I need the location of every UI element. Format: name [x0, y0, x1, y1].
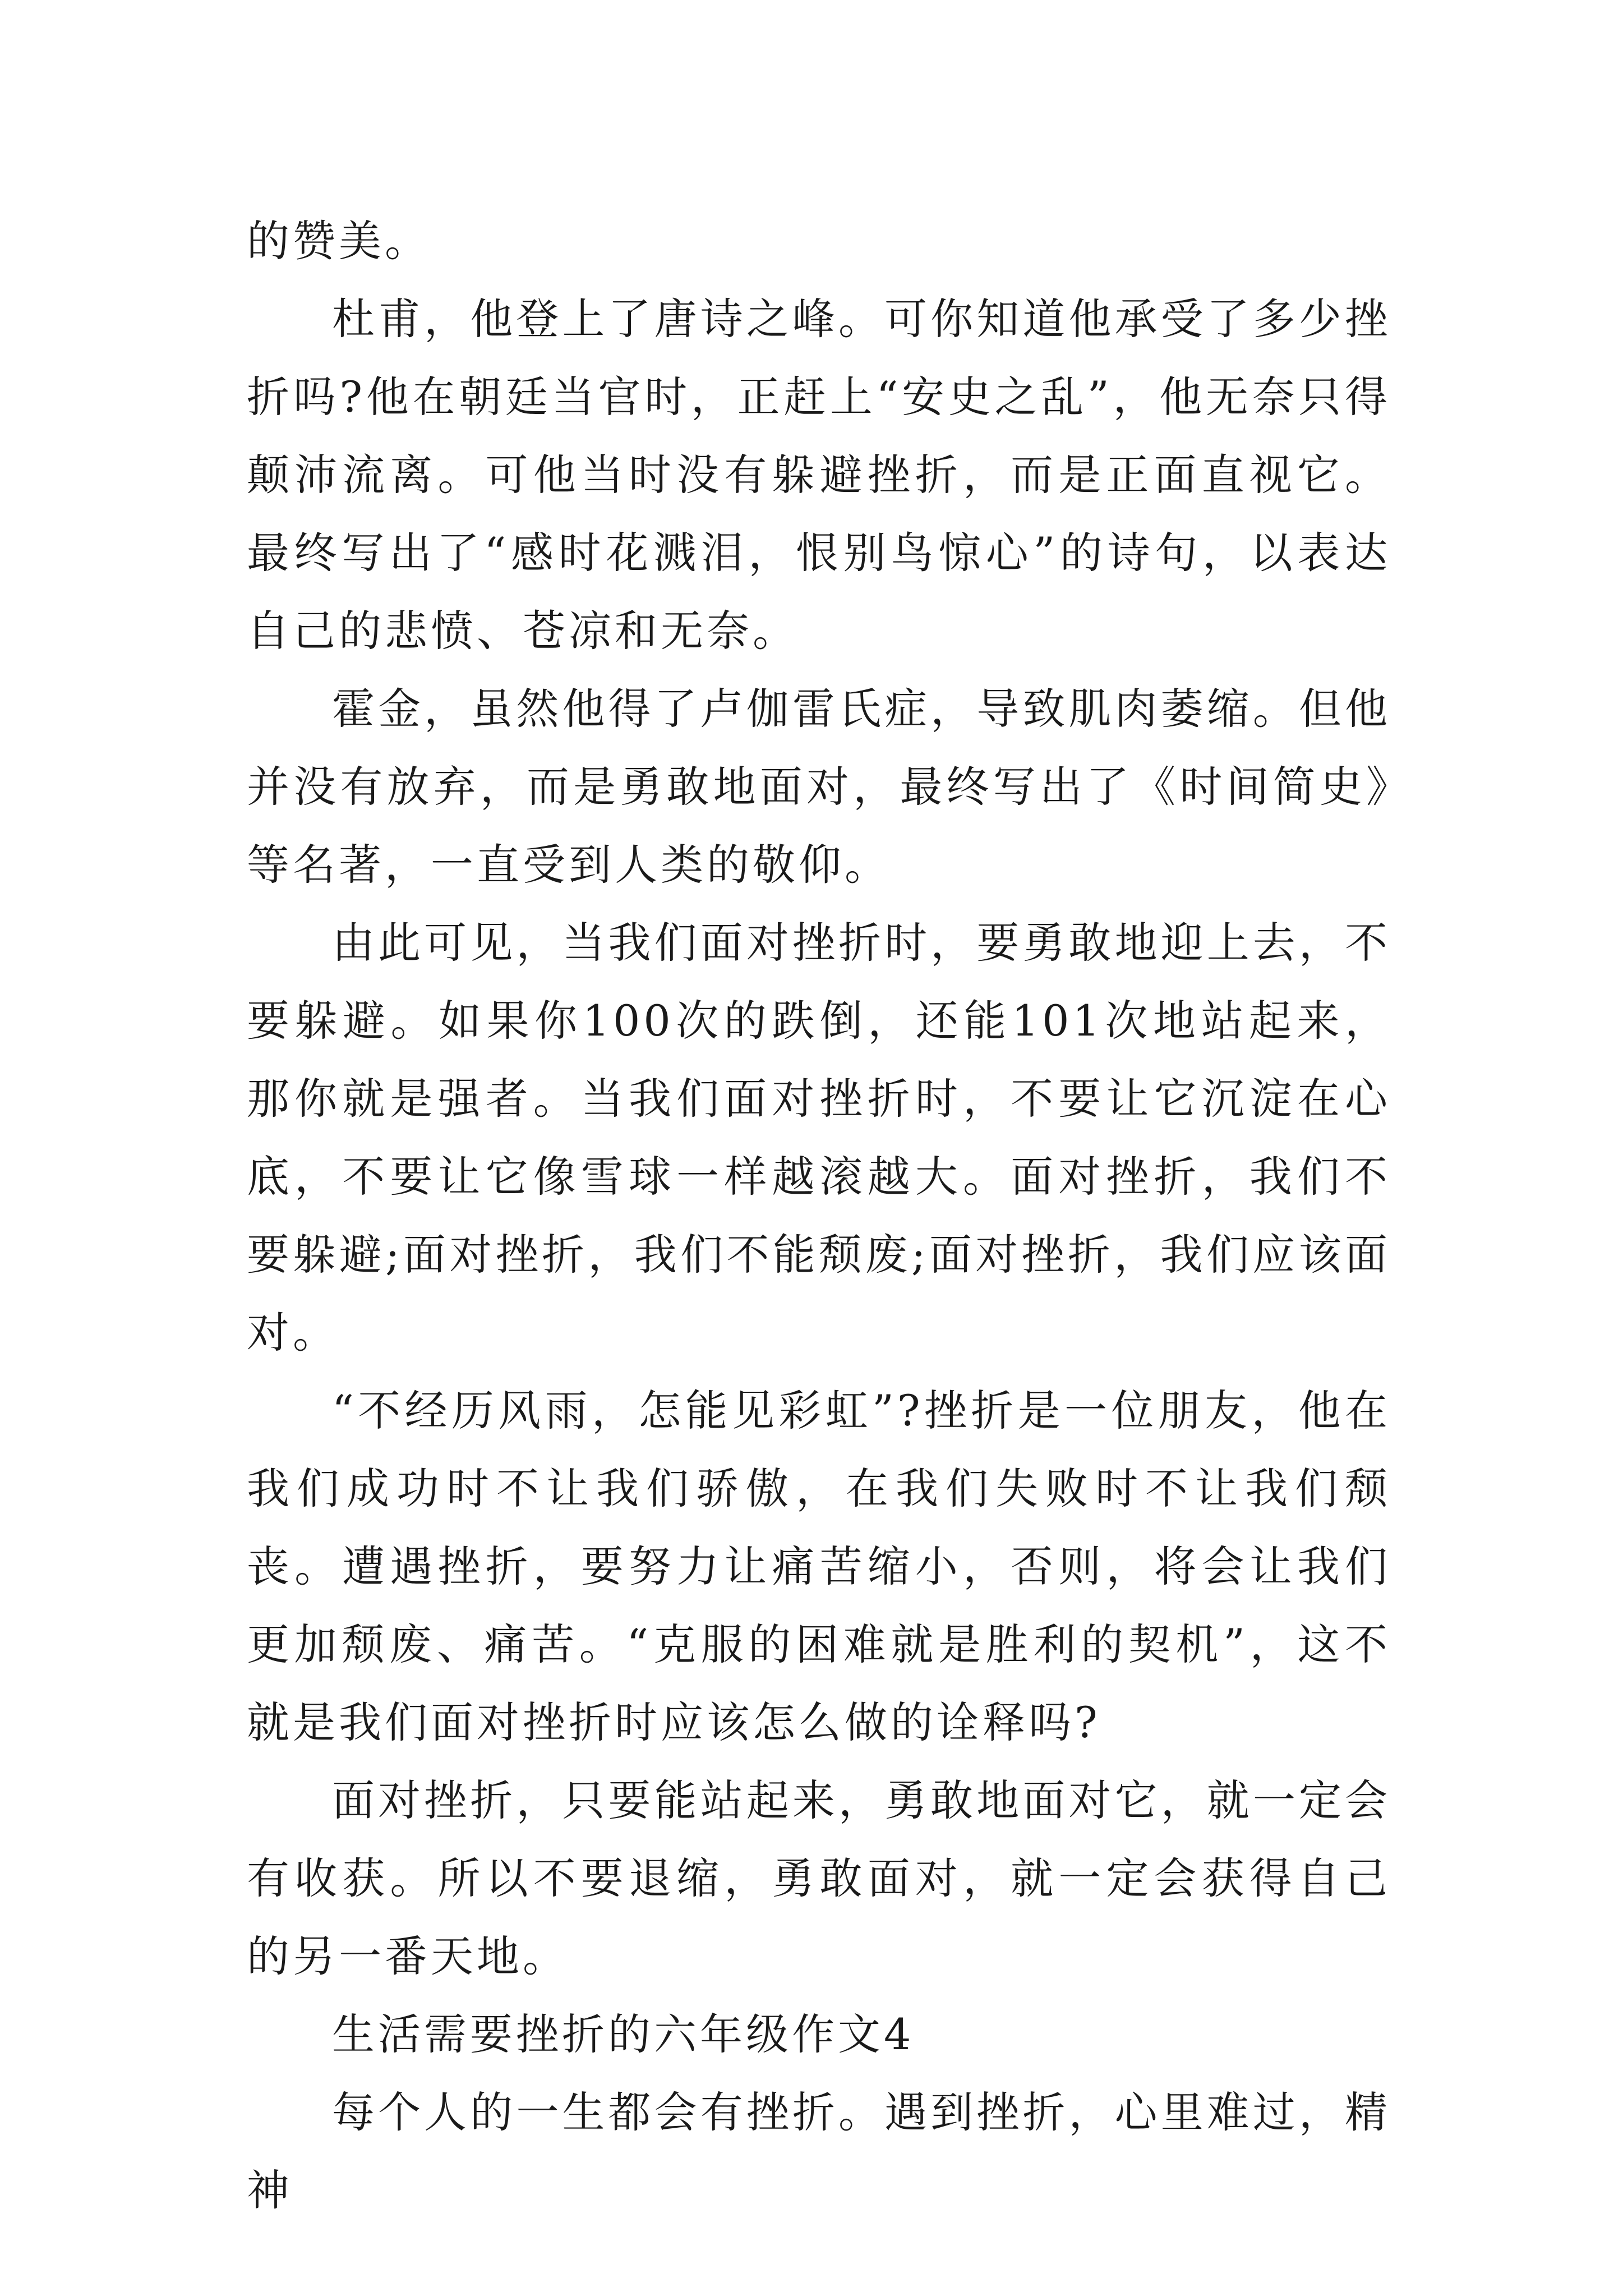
paragraph-essay-start: 每个人的一生都会有挫折。遇到挫折，心里难过，精神 [247, 2087, 1391, 2215]
paragraph-continuation: 的赞美。 [247, 216, 431, 266]
paragraph-hawking: 霍金，虽然他得了卢伽雷氏症，导致肌肉萎缩。但他并没有放弃，而是勇敢地面对，最终写出了《时间简史》等名著，一直受到人类的敬仰。 [247, 684, 1391, 890]
paragraph-courage: 面对挫折，只要能站起来，勇敢地面对它，就一定会有收获。所以不要退缩，勇敢面对，就一定会获得自己的另一番天地。 [247, 1775, 1391, 1981]
essay-heading: 生活需要挫折的六年级作文4 [332, 2009, 915, 2059]
paragraph-rainbow: “不经历风雨，怎能见彩虹”?挫折是一位朋友，他在我们成功时不让我们骄傲，在我们失败时不让我们颓丧。遭遇挫折，要努力让痛苦缩小，否则，将会让我们更加颓废、痛苦。“克服的困难就是胜利的契机”，这不就是我们面对挫折时应该怎么做的诠释吗? [247, 1386, 1391, 1747]
paragraph-du-fu: 杜甫，他登上了唐诗之峰。可你知道他承受了多少挫折吗?他在朝廷当官时，正赶上“安史之乱”，他无奈只得颠沛流离。可他当时没有躲避挫折，而是正面直视它。最终写出了“感时花溅泪，恨别鸟惊心”的诗句，以表达自己的悲愤、苍凉和无奈。 [247, 294, 1391, 656]
document-body [247, 202, 1391, 2229]
paragraph-conclusion: 由此可见，当我们面对挫折时，要勇敢地迎上去，不要躲避。如果你100次的跌倒，还能101次地站起来，那你就是强者。当我们面对挫折时，不要让它沉淀在心底，不要让它像雪球一样越滚越大。面对挫折，我们不要躲避;面对挫折，我们不能颓废;面对挫折，我们应该面对。 [247, 918, 1391, 1358]
